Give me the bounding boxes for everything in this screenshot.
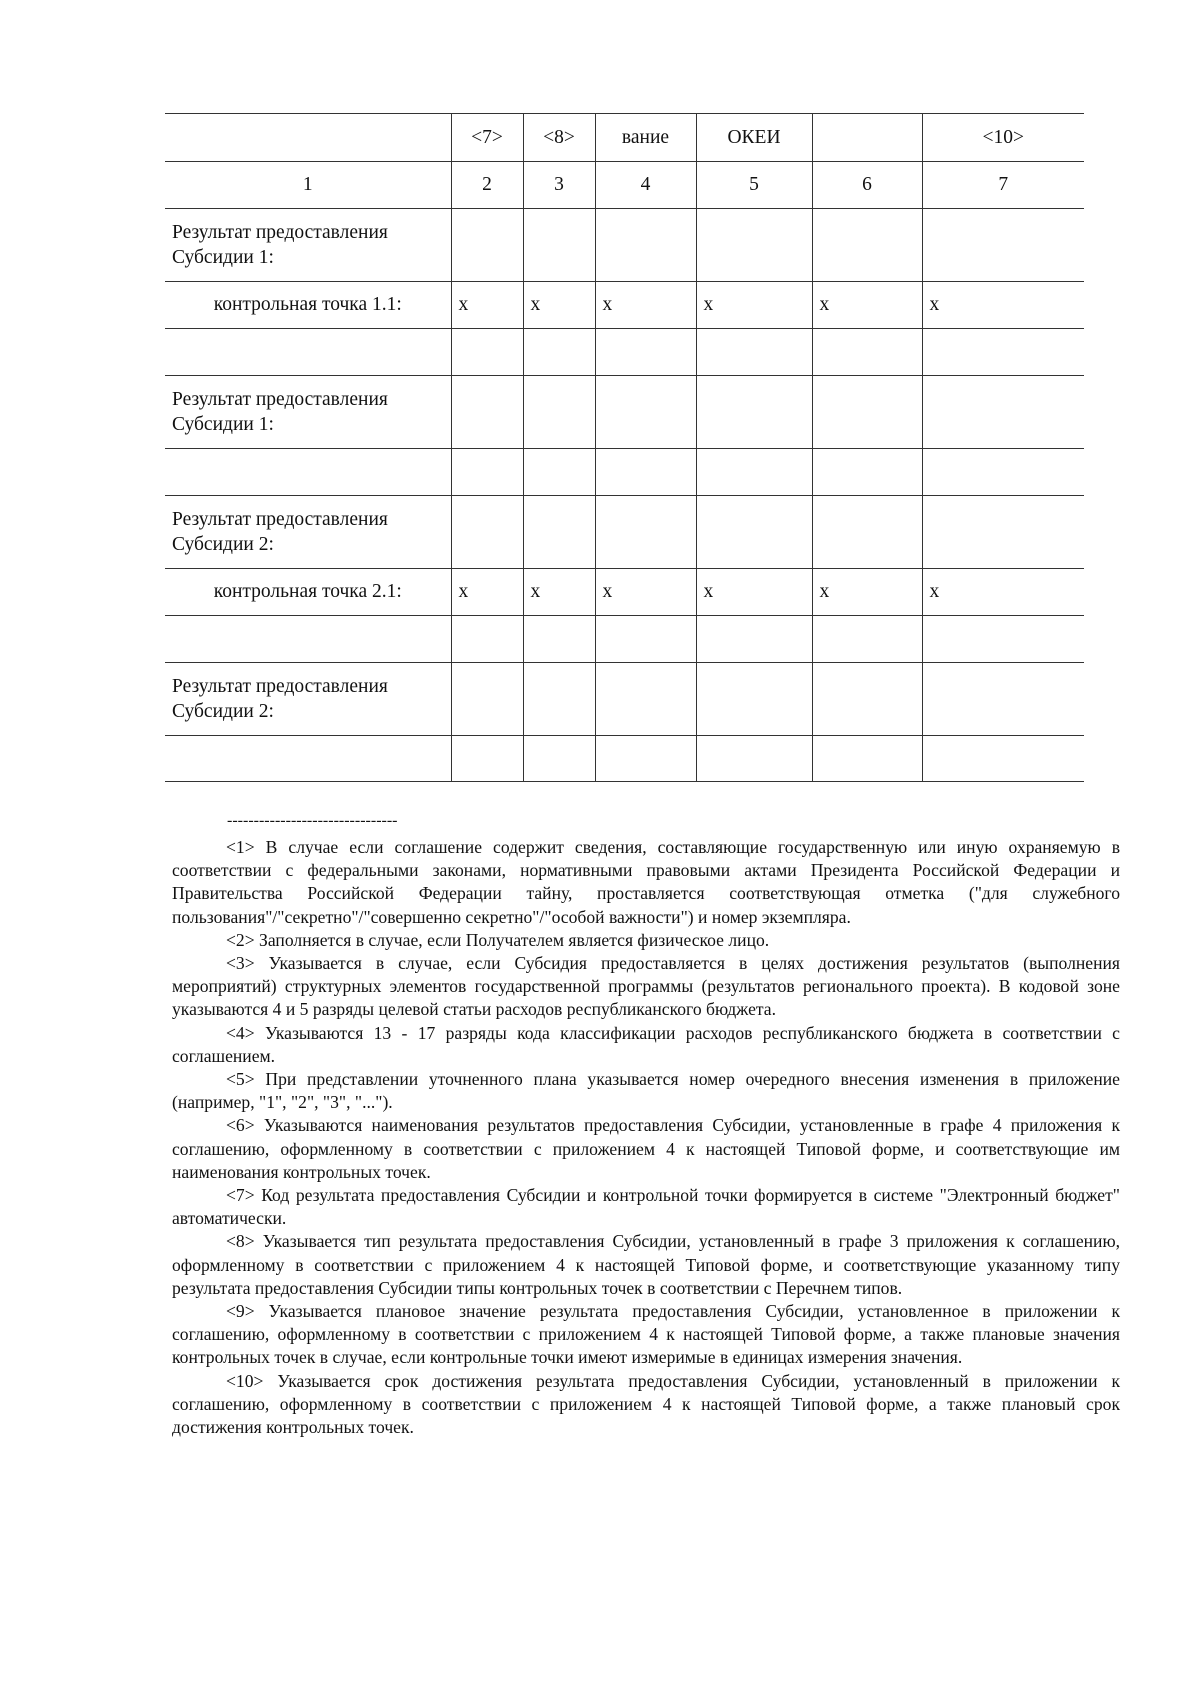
table-cell [922,496,1084,569]
results-table [165,113,1084,782]
table-cell: x [812,282,922,329]
table-cell [696,449,812,496]
table-cell [812,496,922,569]
header-cell: вание [595,114,696,162]
footnote: <2> Заполняется в случае, если Получателем является физическое лицо. [226,929,770,950]
table-row [165,282,1084,329]
table-cell [451,209,523,282]
header-cell [812,114,922,162]
table-row [165,663,1084,736]
header-cell: <7> [451,114,523,162]
table-cell [812,209,922,282]
table-cell [812,736,922,782]
column-number-cell: 4 [595,162,696,209]
table-cell: x [696,282,812,329]
header-cell: <10> [922,114,1084,162]
header-cell: <8> [523,114,595,162]
table-cell [922,616,1084,663]
table-cell [523,616,595,663]
table-cell: x [595,282,696,329]
table-row [165,569,1084,616]
row-label: контрольная точка 2.1: [165,569,451,616]
table-cell [523,329,595,376]
table-cell [595,736,696,782]
table-cell [523,449,595,496]
table-cell [451,616,523,663]
table-cell [595,376,696,449]
table-row [165,616,1084,663]
table-cell [523,736,595,782]
table-cell [523,209,595,282]
table-cell [595,496,696,569]
table-cell [696,496,812,569]
column-number-cell: 2 [451,162,523,209]
table-cell [451,736,523,782]
table-cell [451,663,523,736]
table-row [165,376,1084,449]
footnote: <3> Указывается в случае, если Субсидия предоставляется в целях достижения результатов (выполнения мероприятий) структурных элементов государственной программы (результатов регионального проекта). В кодовой зоне указываются 4 и 5 разряды целевой статьи расходов республиканского бюджета. [172,953,1120,1020]
table-cell [922,663,1084,736]
column-number-cell: 6 [812,162,922,209]
row-label: Результат предоставления Субсидии 1: [165,209,451,282]
footnote: <1> В случае если соглашение содержит сведения, составляющие государственную или иную охраняемую в соответствии с федеральными законами, нормативными правовыми актами Президента Российской Федерации и Правительства Российской Федерации тайну, проставляется соответствующая отметка ("для служебного пользования"/"секретно"/"совершенно секретно"/"особой важности") и номер экземпляра. [172,837,1120,927]
table-cell [696,376,812,449]
table-cell [812,663,922,736]
row-label: контрольная точка 1.1: [165,282,451,329]
row-label: Результат предоставления Субсидии 2: [165,663,451,736]
table-cell [523,496,595,569]
table-cell: x [451,569,523,616]
table-cell: x [595,569,696,616]
table-cell [451,376,523,449]
table-cell [523,663,595,736]
footnote: <7> Код результата предоставления Субсидии и контрольной точки формируется в системе "Электронный бюджет" автоматически. [172,1185,1120,1229]
table-cell [922,209,1084,282]
table-row [165,329,1084,376]
header-cell: ОКЕИ [696,114,812,162]
table-row [165,496,1084,569]
table-cell [451,496,523,569]
footnote: <8> Указывается тип результата предоставления Субсидии, установленный в графе 3 приложения к соглашению, оформленному в соответствии с приложением 4 к настоящей Типовой форме, и соответствующие указанному типу результата предоставления Субсидии типы контрольных точек в соответствии с Перечнем типов. [172,1231,1120,1298]
table-cell [696,736,812,782]
table-cell: x [922,569,1084,616]
table-cell [523,376,595,449]
footnote: <10> Указывается срок достижения результата предоставления Субсидии, установленный в приложении к соглашению, оформленному в соответствии с приложением 4 к настоящей Типовой форме, а также плановый срок достижения контрольных точек. [172,1370,1120,1438]
row-label: Результат предоставления Субсидии 1: [165,376,451,449]
footnote: <6> Указываются наименования результатов предоставления Субсидии, установленные в графе 4 приложения к соглашению, оформленному в соответствии с приложением 4 к настоящей Типовой форме, и соответствующие им наименования контрольных точек. [172,1115,1120,1182]
column-number-cell: 1 [165,162,451,209]
table-cell [696,616,812,663]
table-cell: x [523,569,595,616]
table-cell: x [812,569,922,616]
table-cell [595,663,696,736]
table-cell [595,329,696,376]
row-label [165,736,451,782]
table-cell: x [523,282,595,329]
table-cell [696,663,812,736]
column-number-cell: 3 [523,162,595,209]
table-cell: x [451,282,523,329]
row-label [165,449,451,496]
table-row [165,209,1084,282]
row-label [165,329,451,376]
table-cell [812,449,922,496]
table-cell [595,616,696,663]
footnote-separator: -------------------------------- [227,812,398,829]
column-number-row [165,162,1084,209]
table-cell [451,329,523,376]
table-cell [451,449,523,496]
table-cell [812,616,922,663]
table-cell [922,376,1084,449]
footnotes [172,836,1120,1439]
table-cell [595,209,696,282]
table-cell [922,329,1084,376]
row-label: Результат предоставления Субсидии 2: [165,496,451,569]
table-cell [812,376,922,449]
footnote: <9> Указывается плановое значение результата предоставления Субсидии, установленное в приложении к соглашению, оформленному в соответствии с приложением 4 к настоящей Типовой форме, а также плановые значения контрольных точек в случае, если контрольные точки имеют измеримые в единицах измерения значения. [172,1301,1120,1368]
header-row [165,114,1084,162]
table-cell [696,209,812,282]
column-number-cell: 7 [922,162,1084,209]
table-cell: x [922,282,1084,329]
table-cell [812,329,922,376]
footnote: <5> При представлении уточненного плана указывается номер очередного внесения изменения в приложение (например, "1", "2", "3", "..."). [172,1069,1120,1113]
table-cell [696,329,812,376]
header-cell [165,114,451,162]
row-label [165,616,451,663]
column-number-cell: 5 [696,162,812,209]
footnote: <4> Указываются 13 - 17 разряды кода классификации расходов республиканского бюджета в соответствии с соглашением. [172,1022,1120,1066]
table-cell [922,736,1084,782]
table-cell [922,449,1084,496]
table-row [165,736,1084,782]
table-row [165,449,1084,496]
table-cell: x [696,569,812,616]
table-cell [595,449,696,496]
